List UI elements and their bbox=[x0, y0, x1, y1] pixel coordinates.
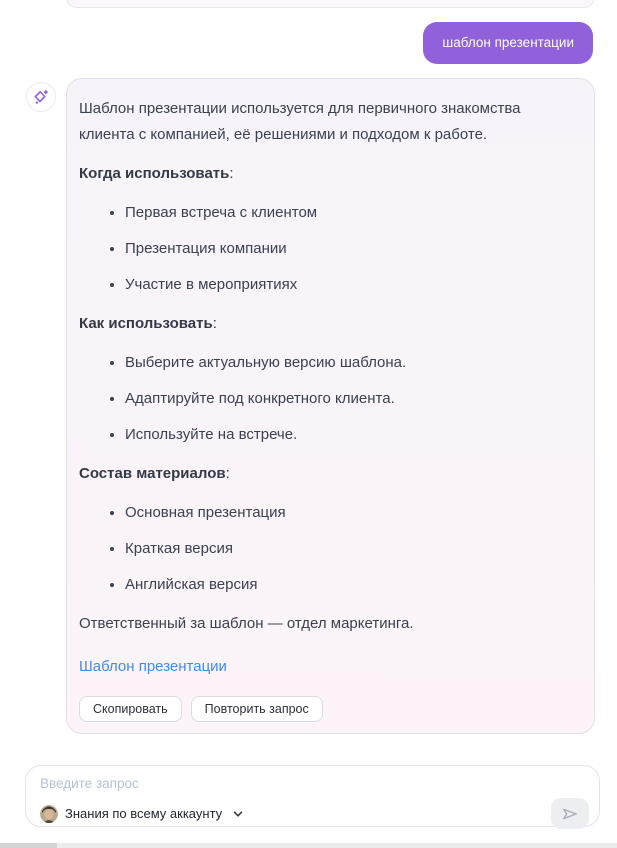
list-item: • Краткая версия bbox=[125, 536, 578, 562]
user-message-row bbox=[423, 22, 593, 64]
horizontal-scrollbar[interactable] bbox=[0, 843, 617, 848]
list-item: • Первая встреча с клиентом bbox=[125, 200, 578, 226]
list-item: • Основная презентация bbox=[125, 500, 578, 526]
scrollbar-thumb[interactable] bbox=[0, 843, 57, 848]
list-item: • Используйте на встрече. bbox=[125, 422, 578, 448]
assistant-note-text: Ответственный за шаблон — отдел маркетинга. bbox=[79, 615, 414, 632]
copy-button[interactable]: Скопировать bbox=[79, 696, 182, 722]
section-heading-when: Когда использовать: bbox=[79, 165, 234, 182]
assistant-avatar bbox=[26, 82, 56, 112]
section-heading-how: Как использовать: bbox=[79, 315, 217, 332]
section-heading-materials: Состав материалов: bbox=[79, 465, 230, 482]
list-item: • Участие в мероприятиях bbox=[125, 272, 578, 298]
scope-label: Знания по всему аккаунту bbox=[65, 806, 223, 821]
template-link[interactable]: Шаблон презентации bbox=[79, 658, 227, 675]
list-item: • Презентация компании bbox=[125, 236, 578, 262]
composer bbox=[25, 765, 600, 827]
user-message-text: шаблон презентации bbox=[442, 35, 574, 50]
knowledge-scope-selector[interactable] bbox=[40, 805, 244, 823]
previous-message-bubble-remnant bbox=[66, 0, 595, 8]
assistant-intro-text: Шаблон презентации используется для первичного знакомства клиента с компанией, её решениями и подходом к работе. bbox=[79, 100, 521, 143]
send-button[interactable] bbox=[551, 798, 589, 829]
composer-bottom-row bbox=[40, 798, 589, 829]
assistant-message-bubble bbox=[66, 78, 595, 734]
section-list-how bbox=[79, 350, 578, 448]
chevron-down-icon bbox=[232, 808, 244, 820]
user-message-bubble bbox=[423, 22, 593, 64]
list-item: • Выберите актуальную версию шаблона. bbox=[125, 350, 578, 376]
message-actions bbox=[79, 696, 578, 722]
scope-avatar bbox=[40, 805, 58, 823]
query-input[interactable] bbox=[40, 776, 589, 791]
sparkle-diamond-icon bbox=[32, 88, 50, 106]
retry-request-button[interactable]: Повторить запрос bbox=[191, 696, 323, 722]
paper-plane-icon bbox=[560, 804, 580, 824]
section-list-materials bbox=[79, 500, 578, 598]
list-item: • Адаптируйте под конкретного клиента. bbox=[125, 386, 578, 412]
section-list-when bbox=[79, 200, 578, 298]
assistant-message-row bbox=[0, 78, 617, 734]
list-item: • Английская версия bbox=[125, 572, 578, 598]
